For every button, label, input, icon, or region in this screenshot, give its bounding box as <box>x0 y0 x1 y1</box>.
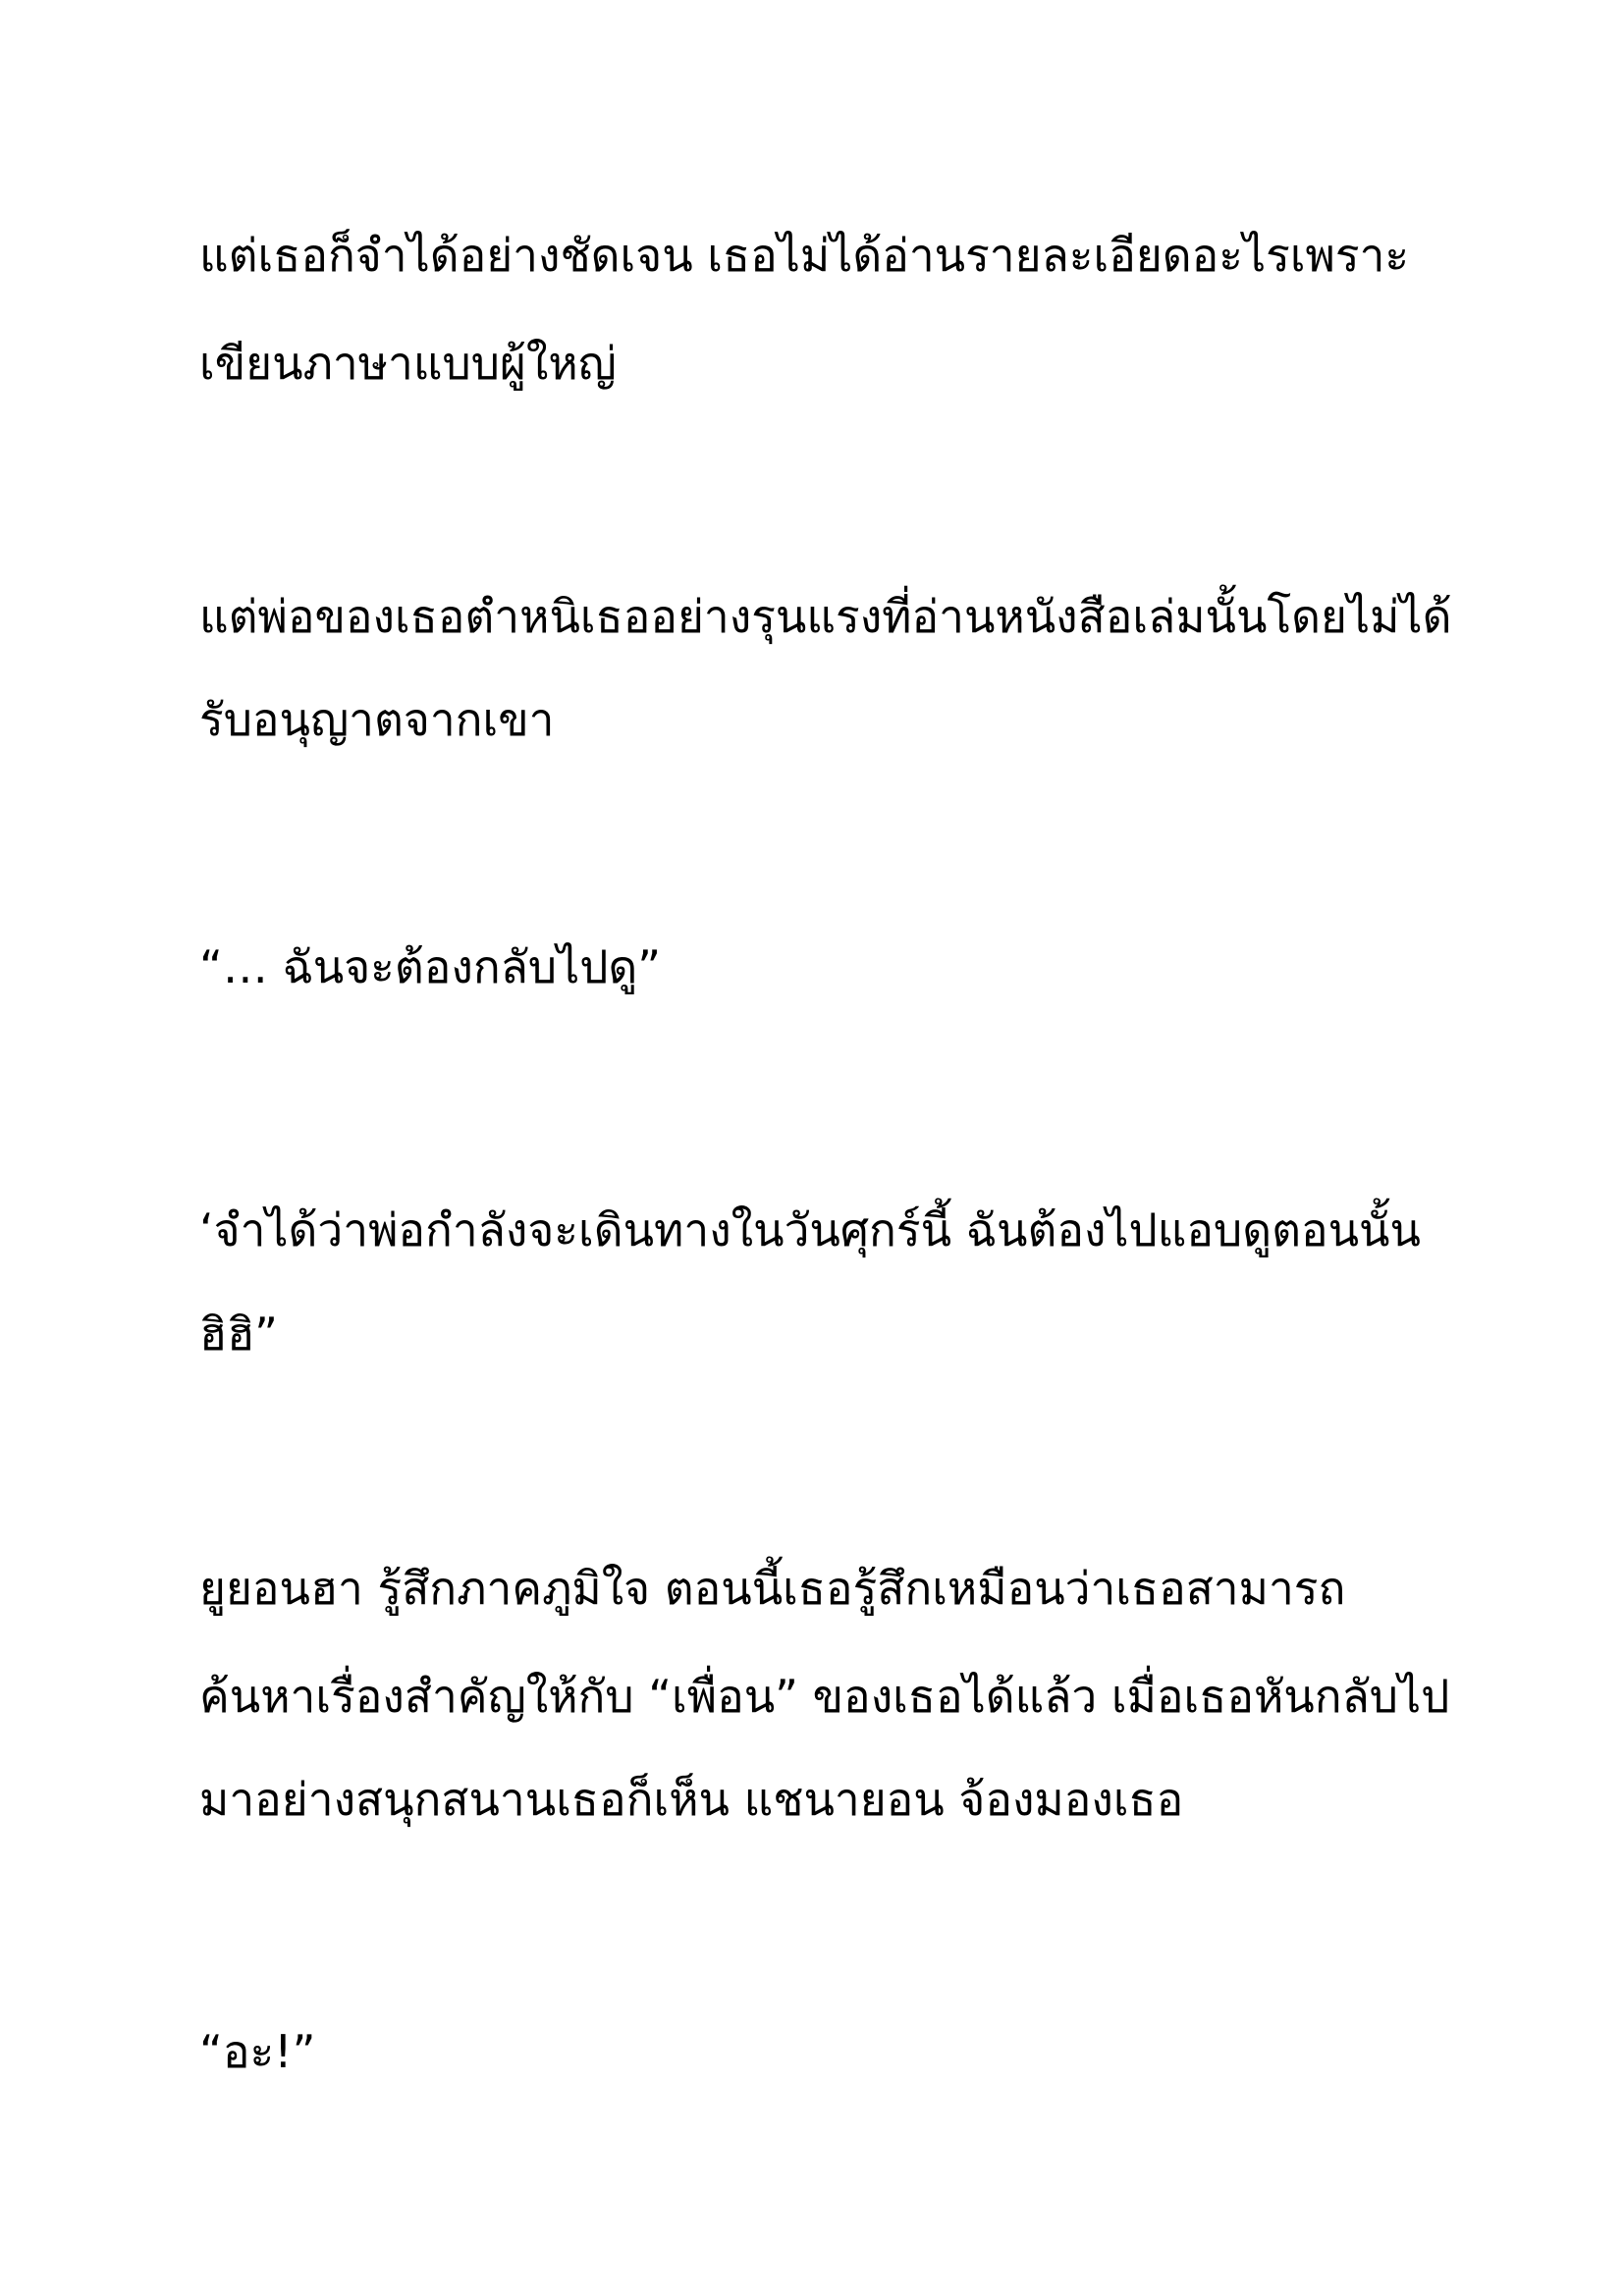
paragraph-4-line-1: ‘จำได้ว่าพ่อกำลังจะเดินทางในวันศุกร์นี้ ฉันต้องไปแอบดูตอนนั้น <box>199 1203 1421 1256</box>
paragraph-5-line-1: ยูยอนฮา รู้สึกภาคภูมิใจ ตอนนี้เธอรู้สึกเหมือนว่าเธอสามารถ <box>199 1562 1346 1615</box>
paragraph-1-line-1: แต่เธอก็จำได้อย่างชัดเจน เธอไม่ได้อ่านรายละเอียดอะไรเพราะ <box>199 229 1410 282</box>
paragraph-6-line-1: “อะ!” <box>199 2025 316 2078</box>
paragraph-3-line-1: “… ฉันจะต้องกลับไปดู” <box>199 940 662 993</box>
paragraph-2-line-1: แต่พ่อของเธอตำหนิเธออย่างรุนแรงที่อ่านหนังสือเล่มนั้นโดยไม่ได้ <box>199 590 1452 643</box>
paragraph-5-line-3: มาอย่างสนุกสนานเธอก็เห็น แชนายอน จ้องมองเธอ <box>199 1773 1184 1826</box>
paragraph-1-line-2: เขียนภาษาแบบผู้ใหญ่ <box>199 337 617 390</box>
paragraph-4-line-2: ฮิฮิ” <box>199 1308 278 1361</box>
paragraph-2-line-2: รับอนุญาตจากเขา <box>199 693 555 746</box>
paragraph-5-line-2: ค้นหาเรื่องสำคัญให้กับ “เพื่อน” ของเธอได้แล้ว เมื่อเธอหันกลับไป <box>199 1670 1450 1723</box>
